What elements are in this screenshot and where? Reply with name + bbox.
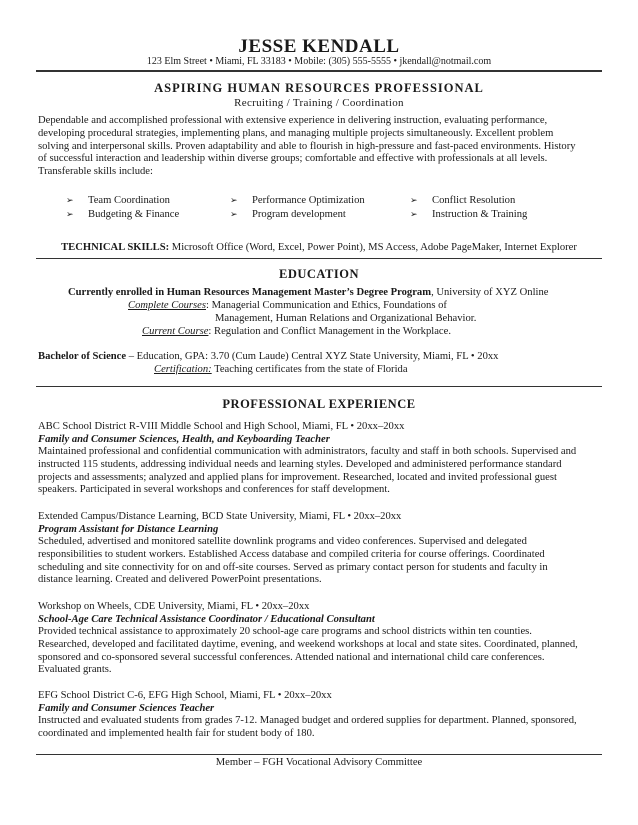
summary-line: Transferable skills include: (38, 166, 153, 178)
job-description-line: coordinated and implemented health fair for student body of 180. (38, 727, 315, 739)
job-organization: ABC School District R-VIII Middle School and High School, Miami, FL • 20xx–20xx (38, 421, 405, 432)
job-description-line: Evaluated grants. (38, 664, 112, 676)
job-description-line: instructed 115 students, addressing individual needs and learning styles. Developed and administered performance standard (38, 458, 562, 470)
profile-subtitle: Recruiting / Training / Coordination (234, 97, 404, 109)
arrow-bullet-icon: ➢ (410, 210, 418, 220)
header-divider (36, 70, 602, 72)
job-description (38, 715, 600, 741)
membership-line: Member – FGH Vocational Advisory Committee (215, 757, 423, 768)
job-description-line: Maintained professional and confidential communication with administrators, faculty and staff in both schools. Supervised and (38, 446, 577, 457)
job-organization: Extended Campus/Distance Learning, BCD State University, Miami, FL • 20xx–20xx (38, 511, 402, 522)
experience-heading: PROFESSIONAL EXPERIENCE (222, 397, 416, 411)
arrow-bullet-icon: ➢ (66, 210, 74, 220)
section-divider (36, 258, 602, 259)
current-course-line: Current Course: Regulation and Conflict Management in the Workplace. (142, 326, 451, 337)
job-description-line: projects and assessments; analyzed and applied plans for improvement. Researched, located and invited professional guest (38, 471, 557, 483)
skill-item: ➢ Performance Optimization (230, 195, 365, 206)
job-description-line: Instructed and evaluated students from grades 7-12. Managed budget and ordered supplies for department. Planned, sponsored, (38, 715, 577, 726)
complete-courses-label: Complete Courses (128, 300, 206, 311)
job-role: Program Assistant for Distance Learning (38, 524, 219, 535)
job-description-line: responsibilities to student workers. Established Access database and compiled criteria for course offerings. Coordinated (38, 548, 545, 560)
summary-line: of successful interaction and leadership within diverse groups; comfortable and effective with professionals at all levels. (38, 153, 548, 165)
job-role: Family and Consumer Sciences Teacher (38, 703, 215, 714)
job-description-line: sponsored and co-sponsored several successful conferences. Attended national and international child care conferences. (38, 651, 545, 663)
summary-line: Dependable and accomplished professional with extensive experience in delivering instruction, evaluating performance, (38, 115, 548, 126)
skill-item: ➢ Instruction & Training (410, 209, 528, 220)
job-description-line: Researched, developed and facilitated daytime, evening, and weekend workshops at local and state sites. Coordinated, planned, (38, 638, 578, 650)
skill-item: ➢ Program development (230, 209, 346, 220)
skill-item: ➢ Budgeting & Finance (66, 209, 180, 220)
skills-column (66, 194, 236, 222)
summary-paragraph (38, 115, 600, 179)
arrow-bullet-icon: ➢ (66, 196, 74, 206)
summary-line: solving and interpersonal skills. Proven adaptability and able to flourish in high-pressure and fast-paced environments. History (38, 140, 576, 152)
job-description-line: scheduling and site connectivity for on and off-site courses. Served as primary contact person for students and faculty in (38, 561, 548, 573)
job-description-line: Scheduled, advertised and monitored satellite downlink programs and video conferences. Supervised and delegated (38, 536, 527, 547)
job-description-line: distance learning. Created and delivered PowerPoint presentations. (38, 574, 322, 586)
footer-divider (36, 754, 602, 755)
complete-courses-line: Complete Courses: Managerial Communication and Ethics, Foundations of (128, 300, 447, 311)
arrow-bullet-icon: ➢ (410, 196, 418, 206)
enrolled-line: Currently enrolled in Human Resources Management Master’s Degree Program, University of XYZ Online (68, 287, 549, 298)
bachelor-line: Bachelor of Science – Education, GPA: 3.70 (Cum Laude) Central XYZ State University, Miami, FL • 20xx (38, 351, 499, 362)
profile-title: ASPIRING HUMAN RESOURCES PROFESSIONAL (154, 81, 484, 95)
summary-line: developing procedural strategies, implementing plans, and managing multiple projects simultaneously. Excellent problem (38, 127, 554, 139)
job-description-line: Provided technical assistance to approximately 20 school-age care programs and school districts within ten counties. (38, 626, 532, 637)
job-description (38, 446, 600, 497)
skill-item: ➢ Team Coordination (66, 195, 170, 206)
job-organization: EFG School District C-6, EFG High School, Miami, FL • 20xx–20xx (38, 690, 332, 701)
candidate-name: JESSE KENDALL (238, 36, 400, 57)
job-description (38, 626, 600, 677)
job-organization: Workshop on Wheels, CDE University, Miami, FL • 20xx–20xx (38, 601, 310, 612)
job-description (38, 536, 600, 587)
skill-item: ➢ Conflict Resolution (410, 195, 516, 206)
technical-skills-text: Microsoft Office (Word, Excel, Power Point), MS Access, Adobe PageMaker, Internet Explorer (169, 242, 577, 253)
job-description-line: speakers. Participated in several workshops and conferences for staff development. (38, 484, 390, 496)
certification-label: Certification: (154, 364, 212, 375)
contact-line: 123 Elm Street • Miami, FL 33183 • Mobile: (305) 555-5555 • jkendall@notmail.com (146, 56, 492, 67)
section-divider (36, 386, 602, 387)
complete-courses-line-2: Management, Human Relations and Organizational Behavior. (215, 313, 477, 324)
certification-line: Certification: Teaching certificates from the state of Florida (154, 364, 408, 375)
skills-column (410, 194, 580, 222)
technical-skills (0, 242, 638, 253)
arrow-bullet-icon: ➢ (230, 210, 238, 220)
job-role: Family and Consumer Sciences, Health, and Keyboarding Teacher (38, 434, 330, 445)
current-course-label: Current Course (142, 326, 209, 337)
technical-skills-label: TECHNICAL SKILLS: (61, 242, 170, 253)
skills-column (230, 194, 400, 222)
education-heading: EDUCATION (279, 267, 359, 281)
job-role: School-Age Care Technical Assistance Coordinator / Educational Consultant (38, 614, 375, 625)
arrow-bullet-icon: ➢ (230, 196, 238, 206)
